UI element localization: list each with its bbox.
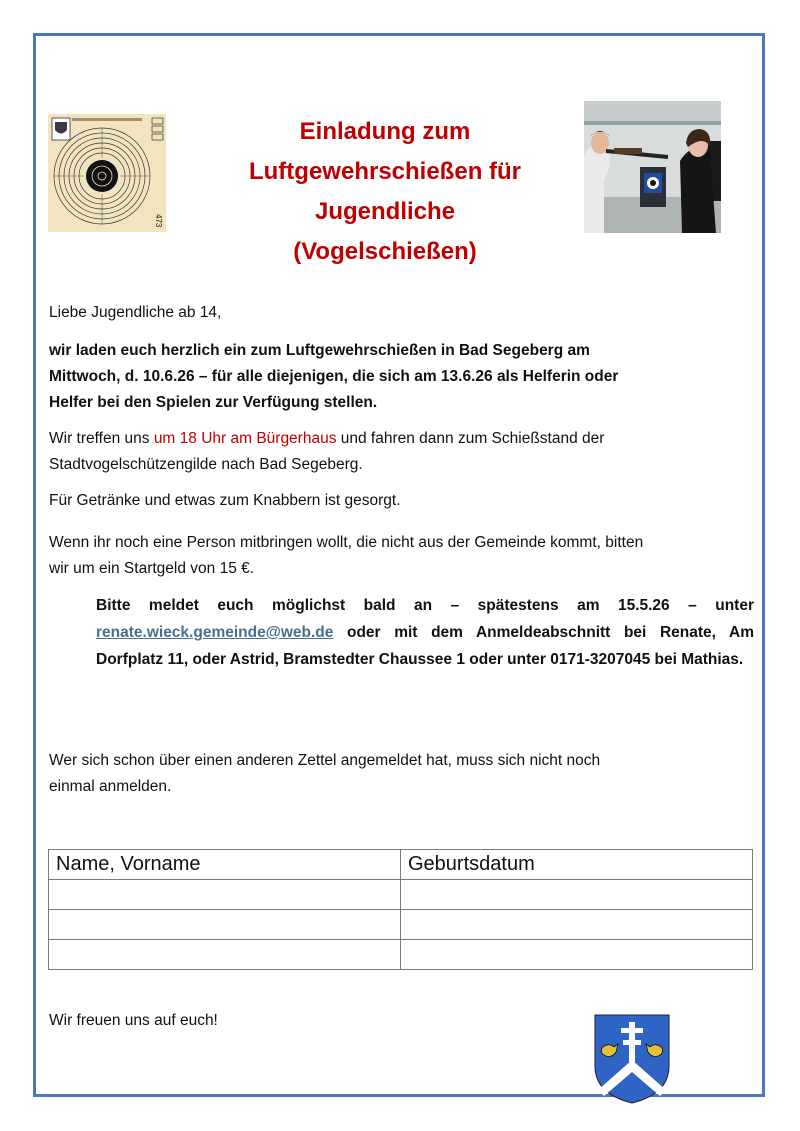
title-line-1: Einladung zum xyxy=(299,118,471,145)
target-number: 473 xyxy=(154,214,163,228)
meeting-text-suffix: und fahren dann zum Schießstand der xyxy=(336,430,605,447)
birthdate-cell[interactable] xyxy=(401,940,753,970)
column-header-birthdate: Geburtsdatum xyxy=(401,850,753,880)
title-line-4: (Vogelschießen) xyxy=(293,238,477,265)
birthdate-cell[interactable] xyxy=(401,880,753,910)
shooting-target-image xyxy=(48,114,166,232)
already-registered-line-1: Wer sich schon über einen anderen Zettel angemeldet hat, muss sich nicht noch xyxy=(49,752,601,769)
page-title xyxy=(190,112,580,272)
table-header-row xyxy=(49,850,753,880)
table-row xyxy=(49,940,753,970)
registration-text-1: Bitte meldet euch möglichst bald an – spätestens am 15.5.26 – unter xyxy=(96,597,754,614)
name-cell[interactable] xyxy=(49,940,401,970)
registration-paragraph xyxy=(96,592,754,673)
invitation-line-2: Mittwoch, d. 10.6.26 – für alle diejenigen, die sich am 13.6.26 als Helferin oder xyxy=(49,368,619,385)
birthdate-cell[interactable] xyxy=(401,910,753,940)
invitation-line-1: wir laden euch herzlich ein zum Luftgewehrschießen in Bad Segeberg am xyxy=(49,342,590,359)
name-cell[interactable] xyxy=(49,910,401,940)
already-registered-paragraph xyxy=(49,748,754,800)
column-header-name: Name, Vorname xyxy=(49,850,401,880)
drinks-text: Für Getränke und etwas zum Knabbern ist gesorgt. xyxy=(49,492,401,509)
coat-of-arms-icon xyxy=(594,1014,670,1104)
greeting-text: Liebe Jugendliche ab 14, xyxy=(49,304,222,321)
meeting-time-highlight: um 18 Uhr am Bürgerhaus xyxy=(153,430,337,447)
registration-text-2: oder mit dem Anmeldeabschnitt bei Renate, Am Dorfplatz 11, oder Astrid, Bramstedter Chaussee 1 oder unter 0171-3207045 bei Mathias. xyxy=(96,624,754,668)
title-line-2: Luftgewehrschießen für xyxy=(248,158,522,185)
shooting-range-photo xyxy=(584,101,721,233)
guest-line-2: wir um ein Startgeld von 15 €. xyxy=(49,560,255,577)
invitation-paragraph xyxy=(49,338,754,416)
meeting-text-prefix: Wir treffen uns xyxy=(49,430,154,447)
closing-text: Wir freuen uns auf euch! xyxy=(49,1012,218,1029)
meeting-paragraph xyxy=(49,426,754,478)
guest-paragraph xyxy=(49,530,754,582)
title-line-3: Jugendliche xyxy=(314,198,456,225)
guest-line-1: Wenn ihr noch eine Person mitbringen wollt, die nicht aus der Gemeinde kommt, bitten xyxy=(49,534,644,551)
invitation-line-3: Helfer bei den Spielen zur Verfügung stellen. xyxy=(49,394,378,411)
table-row xyxy=(49,880,753,910)
table-row xyxy=(49,910,753,940)
meeting-line-2: Stadtvogelschützengilde nach Bad Segeberg. xyxy=(49,456,363,473)
name-cell[interactable] xyxy=(49,880,401,910)
registration-table xyxy=(48,849,753,970)
registration-email-link[interactable]: renate.wieck.gemeinde@web.de xyxy=(96,624,334,641)
already-registered-line-2: einmal anmelden. xyxy=(49,778,172,795)
